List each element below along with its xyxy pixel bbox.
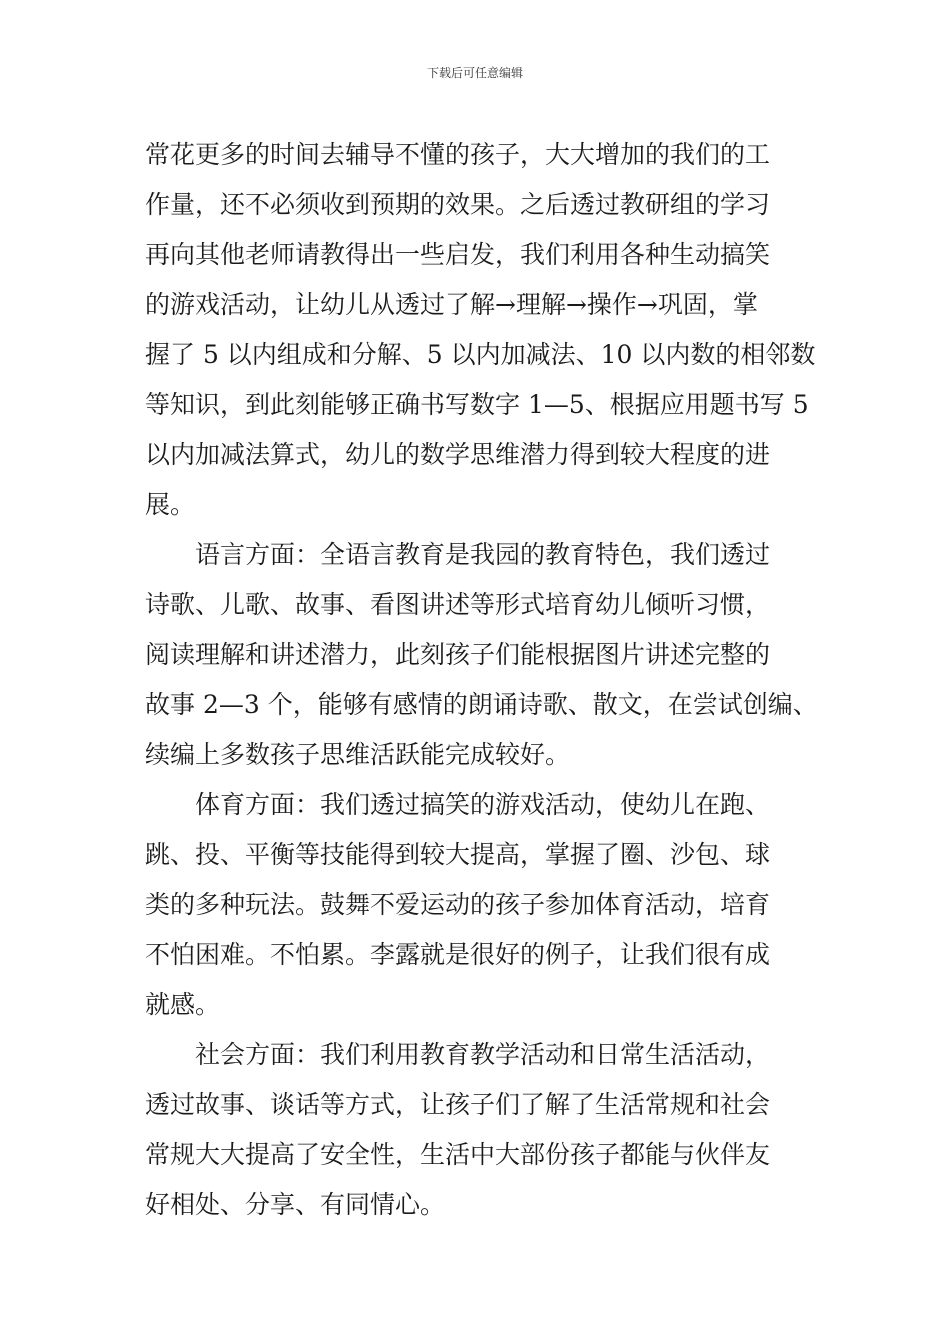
- paragraph-sports: [145, 780, 817, 1030]
- text-line: 再向其他老师请教得出一些启发，我们利用各种生动搞笑: [145, 240, 771, 269]
- text-line: 常花更多的时间去辅导不懂的孩子，大大增加的我们的工: [145, 140, 771, 169]
- text-line: 常规大大提高了安全性，生活中大部份孩子都能与伙伴友: [145, 1140, 771, 1169]
- text-line: 体育方面：我们透过搞笑的游戏活动，使幼儿在跑、: [195, 790, 771, 819]
- text-line: 语言方面：全语言教育是我园的教育特色，我们透过: [195, 540, 771, 569]
- text-line: 阅读理解和讲述潜力，此刻孩子们能根据图片讲述完整的: [145, 640, 771, 669]
- paragraph-social: [145, 1030, 817, 1230]
- document-body: [145, 130, 817, 1230]
- text-line: 就感。: [145, 990, 221, 1019]
- page-header: 下载后可任意编辑: [426, 66, 523, 80]
- paragraph-language: [145, 530, 817, 780]
- text-line: 握了 5 以内组成和分解、5 以内加减法、10 以内数的相邻数: [145, 340, 816, 369]
- text-line: 故事 2—3 个，能够有感情的朗诵诗歌、散文，在尝试创编、: [145, 690, 818, 719]
- text-line: 诗歌、儿歌、故事、看图讲述等形式培育幼儿倾听习惯，: [145, 590, 771, 619]
- text-line: 好相处、分享、有同情心。: [145, 1190, 446, 1219]
- text-line: 作量，还不必须收到预期的效果。之后透过教研组的学习: [145, 190, 771, 219]
- text-line: 跳、投、平衡等技能得到较大提高，掌握了圈、沙包、球: [145, 840, 771, 869]
- text-line: 续编上多数孩子思维活跃能完成较好。: [145, 740, 571, 769]
- text-line: 不怕困难。不怕累。李露就是很好的例子，让我们很有成: [145, 940, 771, 969]
- text-line: 透过故事、谈话等方式，让孩子们了解了生活常规和社会: [145, 1090, 771, 1119]
- text-line: 等知识，到此刻能够正确书写数字 1—5、根据应用题书写 5: [145, 390, 809, 419]
- text-line: 的游戏活动，让幼儿从透过了解→理解→操作→巩固，掌: [145, 290, 758, 319]
- text-line: 以内加减法算式，幼儿的数学思维潜力得到较大程度的进: [145, 440, 771, 469]
- text-line: 社会方面：我们利用教育教学活动和日常生活活动，: [195, 1040, 771, 1069]
- paragraph-math-continued: [145, 130, 817, 530]
- text-line: 展。: [145, 490, 196, 519]
- text-line: 类的多种玩法。鼓舞不爱运动的孩子参加体育活动，培育: [145, 890, 771, 919]
